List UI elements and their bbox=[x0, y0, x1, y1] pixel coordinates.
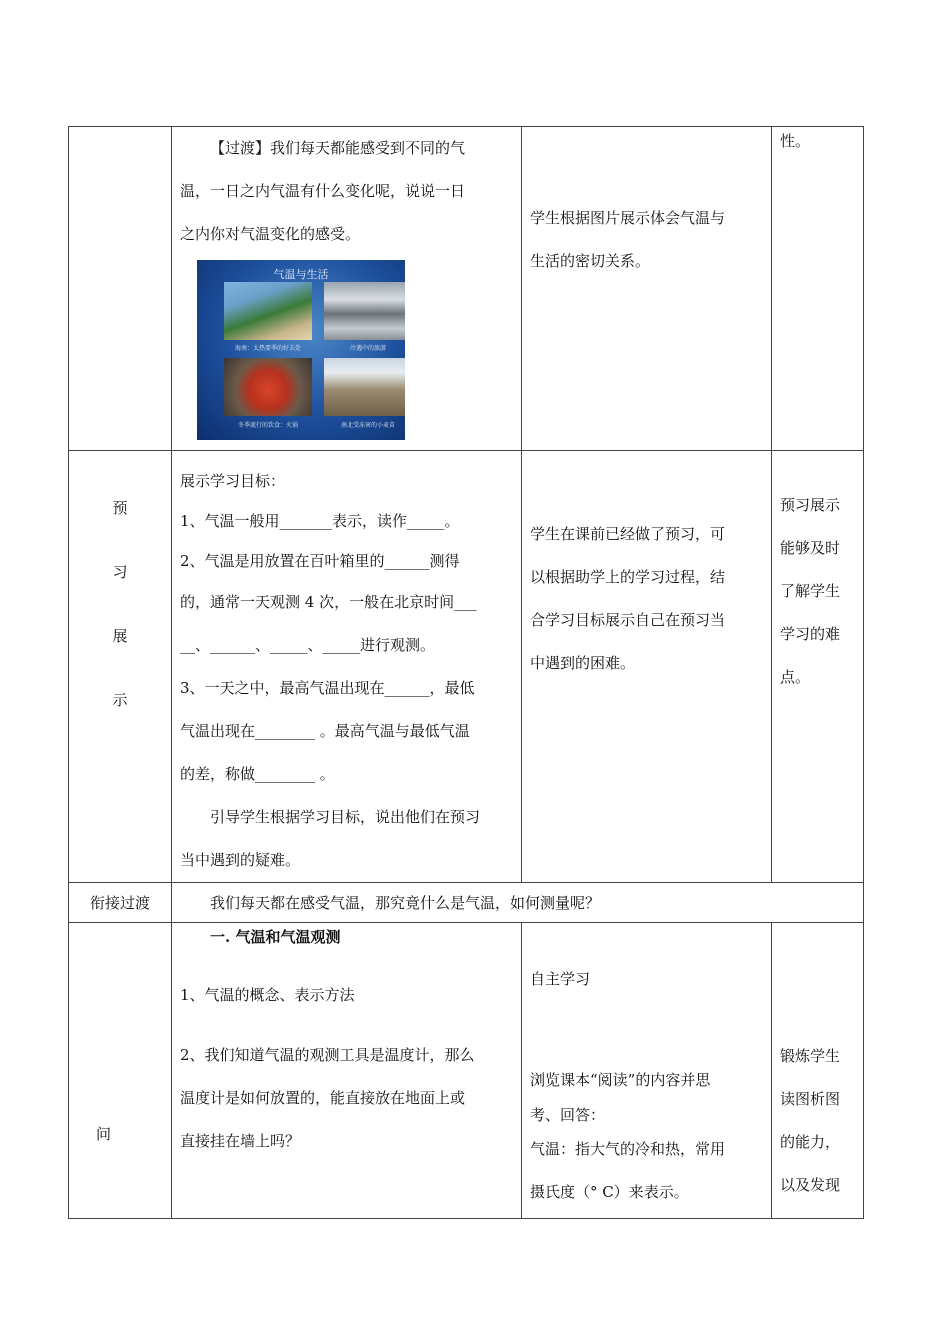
lesson-plan-table bbox=[68, 126, 864, 1219]
student-section-title: 自主学习 bbox=[530, 970, 591, 988]
transition-content-cell bbox=[172, 883, 864, 923]
text-line: 温度计是如何放置的，能直接放在地面上或 bbox=[180, 1089, 466, 1107]
stage-cell bbox=[69, 127, 172, 451]
stage-char: 习 bbox=[112, 563, 128, 581]
text-line: 预习展示 bbox=[780, 496, 841, 514]
design-intent-cell bbox=[772, 923, 864, 1219]
transition-text: 我们每天都在感受气温，那究竟什么是气温，如何测量呢？ bbox=[210, 894, 601, 912]
stage-cell bbox=[69, 451, 172, 883]
table-row bbox=[69, 451, 864, 883]
text-line: 读图析图 bbox=[780, 1090, 841, 1108]
text-line: 1、气温一般用_______表示，读作_____。 bbox=[180, 512, 460, 530]
text-line: 生活的密切关系。 bbox=[530, 252, 651, 270]
student-activity-cell bbox=[522, 923, 772, 1219]
frozen-field-photo bbox=[324, 358, 405, 416]
text-line: 点。 bbox=[780, 668, 811, 686]
stage-cell bbox=[69, 923, 172, 1219]
stage-label: 衔接过渡 bbox=[89, 894, 150, 912]
text-line: 能够及时 bbox=[780, 539, 841, 557]
teacher-activity-cell bbox=[172, 451, 522, 883]
snow-photo bbox=[324, 282, 405, 340]
text-line: 学生根据图片展示体会气温与 bbox=[530, 209, 726, 227]
stage-char: 示 bbox=[112, 691, 128, 709]
text-line: 1、气温的概念、表示方法 bbox=[180, 986, 355, 1004]
text-line: 合学习目标展示自己在预习当 bbox=[530, 611, 726, 629]
stage-label: 问 bbox=[96, 1125, 112, 1143]
image-caption: 冬季流行的饮食：火锅 bbox=[237, 422, 298, 429]
text-line: 直接挂在墙上吗？ bbox=[180, 1132, 301, 1150]
text-line: 以及发现 bbox=[780, 1176, 841, 1194]
text-line: 的差，称做________ 。 bbox=[180, 765, 335, 783]
student-activity-cell bbox=[522, 127, 772, 451]
section-heading: 一. 气温和气温观测 bbox=[210, 928, 341, 946]
text-line: 3、一天之中，最高气温出现在______，最低 bbox=[180, 679, 475, 697]
text-line: 性。 bbox=[780, 132, 811, 150]
text-line: 以根据助学上的学习过程，结 bbox=[530, 568, 726, 586]
text-line: 学生在课前已经做了预习，可 bbox=[530, 525, 726, 543]
design-intent-cell bbox=[772, 127, 864, 451]
image-caption: 海南：太热要季的好去处 bbox=[234, 345, 301, 352]
student-activity-cell bbox=[522, 451, 772, 883]
text-line: 气温出现在________ 。最高气温与最低气温 bbox=[180, 722, 470, 740]
table-row bbox=[69, 883, 864, 923]
text-line: __、______、_____、_____进行观测。 bbox=[180, 636, 436, 654]
text-line: 浏览课本“阅读”的内容并思 bbox=[530, 1071, 711, 1089]
image-title: 气温与生活 bbox=[273, 268, 329, 281]
text-line: 考、回答： bbox=[530, 1106, 606, 1124]
text-line: 2、气温是用放置在百叶箱里的______测得 bbox=[180, 552, 460, 570]
text-line: 【过渡】我们每天都能感受到不同的气 bbox=[210, 139, 466, 157]
teacher-activity-cell bbox=[172, 923, 522, 1219]
text-line: 锻炼学生 bbox=[780, 1047, 841, 1065]
text-line: 当中遇到的疑难。 bbox=[180, 851, 301, 869]
stage-cell bbox=[69, 883, 172, 923]
stage-char: 展 bbox=[112, 627, 128, 645]
image-caption: 南北受冻害的小麦苗 bbox=[340, 422, 395, 429]
beach-photo bbox=[224, 282, 312, 340]
table-row bbox=[69, 127, 864, 451]
design-intent-cell bbox=[772, 451, 864, 883]
text-line: 2、我们知道气温的观测工具是温度计，那么 bbox=[180, 1046, 475, 1064]
text-line: 学习的难 bbox=[780, 625, 841, 643]
hotpot-photo bbox=[224, 358, 312, 416]
table-row bbox=[69, 923, 864, 1219]
text-line: 气温：指大气的冷和热，常用 bbox=[530, 1140, 726, 1158]
image-caption: 冷遇中的旅游 bbox=[349, 345, 386, 352]
stage-char: 预 bbox=[112, 499, 128, 517]
text-line: 的能力， bbox=[780, 1133, 841, 1151]
text-line: 的，通常一天观测 4 次，一般在北京时间___ bbox=[180, 593, 477, 611]
text-line: 展示学习目标： bbox=[180, 472, 286, 490]
text-line: 中遇到的困难。 bbox=[530, 654, 636, 672]
text-line: 了解学生 bbox=[780, 582, 841, 600]
climate-life-image bbox=[197, 260, 405, 440]
text-line: 之内你对气温变化的感受。 bbox=[180, 225, 361, 243]
text-line: 引导学生根据学习目标，说出他们在预习 bbox=[210, 808, 481, 826]
teacher-activity-cell bbox=[172, 127, 522, 451]
text-line: 摄氏度（° C）来表示。 bbox=[530, 1183, 689, 1201]
text-line: 温，一日之内气温有什么变化呢，说说一日 bbox=[180, 182, 466, 200]
